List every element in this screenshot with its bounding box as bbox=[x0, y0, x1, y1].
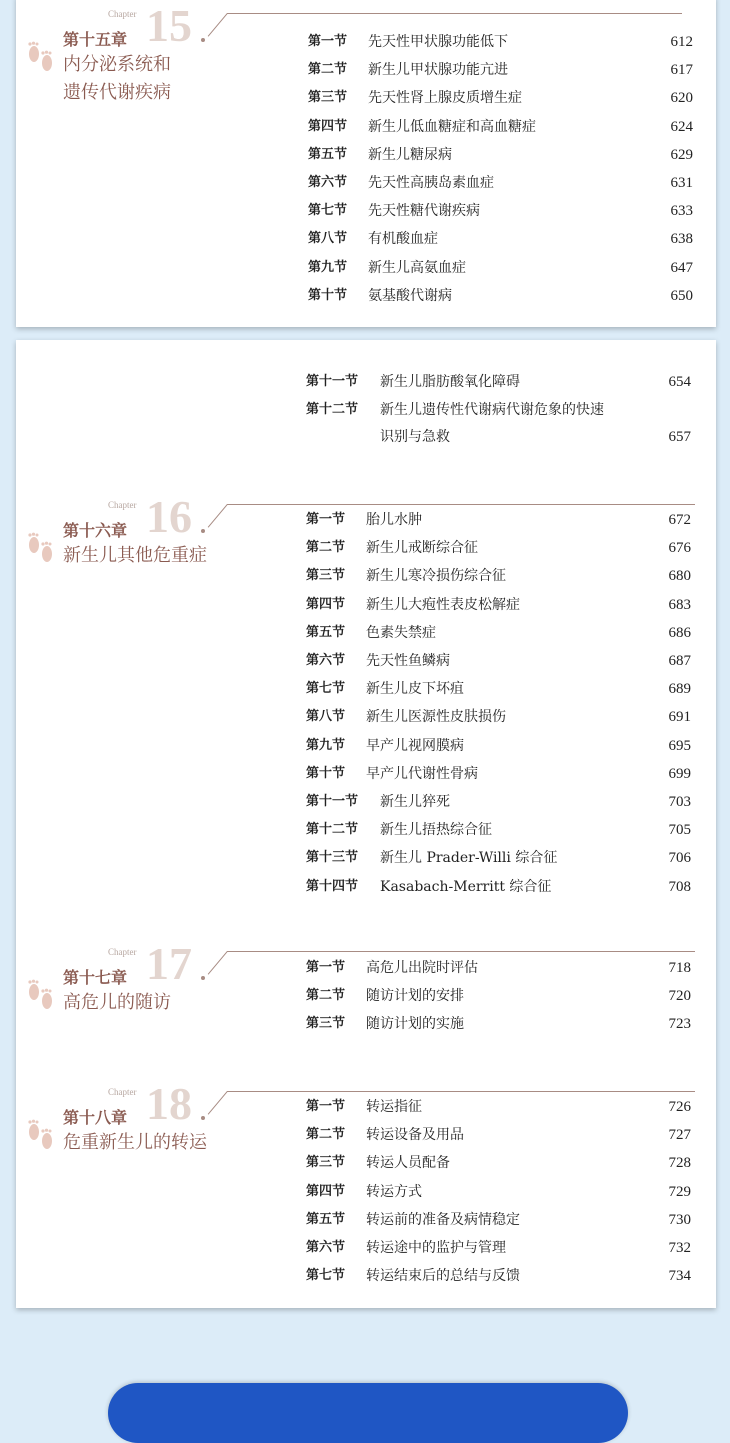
section-number: 第一节 bbox=[306, 1099, 346, 1114]
page-number: 699 bbox=[668, 765, 691, 782]
section-title: 新生儿大疱性表皮松解症 bbox=[366, 596, 520, 613]
section-title: 转运结束后的总结与反馈 bbox=[366, 1268, 520, 1285]
section-number: 第一节 bbox=[306, 512, 346, 527]
chapter-label: Chapter bbox=[108, 500, 137, 510]
baby-footprints-icon bbox=[24, 979, 58, 1013]
toc-entry[interactable] bbox=[306, 788, 691, 816]
toc-entry[interactable] bbox=[306, 1121, 691, 1149]
section-number: 第十三节 bbox=[306, 850, 359, 866]
toc-entry[interactable] bbox=[306, 562, 691, 590]
toc-entry[interactable] bbox=[306, 844, 691, 872]
baby-footprints-icon bbox=[24, 41, 58, 75]
page-number: 726 bbox=[668, 1099, 691, 1115]
toc-entry[interactable] bbox=[308, 28, 693, 56]
toc-entry[interactable] bbox=[306, 1093, 691, 1121]
section-title: 随访计划的实施 bbox=[366, 1016, 464, 1033]
section-title: 新生儿医源性皮肤损伤 bbox=[366, 709, 506, 726]
section-title: 色素失禁症 bbox=[366, 624, 436, 641]
chapter-rule-dot bbox=[201, 38, 205, 42]
section-number: 第五节 bbox=[306, 624, 346, 640]
chapter-number: 16 bbox=[146, 491, 192, 542]
page-number: 689 bbox=[668, 681, 691, 698]
section-title: Kasabach-Merritt 综合征 bbox=[380, 878, 552, 895]
section-title: 新生儿捂热综合征 bbox=[380, 822, 492, 839]
page-number: 633 bbox=[670, 203, 693, 220]
page-number: 730 bbox=[668, 1211, 691, 1228]
section-number: 第十二节 bbox=[306, 402, 359, 417]
page-number: 654 bbox=[668, 374, 691, 390]
toc-entry[interactable] bbox=[306, 732, 691, 760]
toc-entry[interactable] bbox=[308, 113, 693, 141]
toc-entry[interactable] bbox=[306, 1178, 691, 1206]
toc-entry[interactable] bbox=[306, 1206, 691, 1234]
section-number: 第九节 bbox=[306, 737, 346, 753]
chapter-heading: 第十七章 bbox=[63, 968, 128, 987]
section-number: 第六节 bbox=[306, 1240, 346, 1255]
toc-entry[interactable] bbox=[306, 396, 691, 424]
section-title: 转运指征 bbox=[366, 1099, 422, 1115]
chapter-number: 15 bbox=[146, 0, 192, 51]
section-title-line2: 识别与急救 bbox=[380, 429, 450, 445]
page-number: 691 bbox=[668, 709, 691, 726]
toc-entry[interactable] bbox=[306, 760, 691, 788]
page-number: 676 bbox=[668, 540, 691, 557]
chapter-rule-dot bbox=[201, 529, 205, 533]
chapter-rule-dot bbox=[201, 1116, 205, 1120]
page-number: 650 bbox=[670, 287, 693, 304]
page-number: 728 bbox=[668, 1155, 691, 1172]
section-title: 高危儿出院时评估 bbox=[366, 960, 478, 976]
page-number: 687 bbox=[668, 653, 691, 669]
toc-entry[interactable] bbox=[306, 534, 691, 562]
page-number: 647 bbox=[670, 259, 693, 276]
toc-entry[interactable] bbox=[306, 368, 691, 396]
section-title: 随访计划的安排 bbox=[366, 988, 464, 1005]
section-title: 转运方式 bbox=[366, 1183, 422, 1200]
chapter-number: 17 bbox=[146, 938, 192, 989]
toc-entry[interactable] bbox=[308, 169, 693, 197]
section-number: 第七节 bbox=[306, 1268, 346, 1284]
toc-entry[interactable] bbox=[306, 1010, 691, 1038]
section-number: 第四节 bbox=[306, 596, 346, 612]
section-number: 第六节 bbox=[308, 175, 348, 190]
toc-entry[interactable] bbox=[306, 619, 691, 647]
section-title: 新生儿 Prader-Willi 综合征 bbox=[380, 850, 558, 867]
toc-entry[interactable] bbox=[306, 675, 691, 703]
section-title: 胎儿水肿 bbox=[366, 512, 422, 528]
bottom-banner-button[interactable] bbox=[108, 1383, 628, 1443]
section-title: 新生儿低血糖症和高血糖症 bbox=[368, 118, 536, 135]
chapter-heading: 第十八章 bbox=[63, 1108, 128, 1127]
section-number: 第三节 bbox=[306, 1016, 346, 1032]
section-number: 第二节 bbox=[306, 540, 346, 556]
page-number: 695 bbox=[668, 737, 691, 754]
section-number: 第十节 bbox=[306, 765, 346, 781]
page-number: 683 bbox=[668, 596, 691, 613]
chapter-rule bbox=[227, 13, 682, 14]
chapter-title-line: 危重新生儿的转运 bbox=[63, 1132, 207, 1153]
chapter-rule bbox=[227, 504, 695, 505]
section-title: 新生儿寒冷损伤综合征 bbox=[366, 568, 506, 585]
page-number: 720 bbox=[668, 988, 691, 1005]
toc-entry[interactable] bbox=[306, 816, 691, 844]
page-number: 638 bbox=[670, 231, 693, 248]
section-title: 转运人员配备 bbox=[366, 1155, 450, 1172]
section-number: 第十一节 bbox=[306, 374, 359, 389]
toc-entry[interactable] bbox=[306, 1262, 691, 1290]
toc-card-2 bbox=[16, 340, 716, 1308]
section-title: 新生儿高氨血症 bbox=[368, 259, 466, 276]
chapter-heading: 第十六章 bbox=[63, 521, 128, 540]
section-title: 先天性甲状腺功能低下 bbox=[368, 34, 508, 50]
section-number: 第十二节 bbox=[306, 822, 359, 838]
chapter-heading: 第十五章 bbox=[63, 30, 128, 49]
page-number: 723 bbox=[668, 1016, 691, 1033]
chapter-rule bbox=[227, 951, 695, 952]
page-number: 703 bbox=[668, 794, 691, 810]
toc-entry[interactable] bbox=[308, 282, 693, 310]
toc-entry[interactable] bbox=[306, 1149, 691, 1177]
chapter-rule bbox=[227, 1091, 695, 1092]
section-title: 转运途中的监护与管理 bbox=[366, 1240, 506, 1256]
section-number: 第十一节 bbox=[306, 794, 359, 809]
toc-entry[interactable] bbox=[306, 591, 691, 619]
page-number: 620 bbox=[670, 90, 693, 107]
toc-entry[interactable] bbox=[306, 873, 691, 901]
section-title: 新生儿遗传性代谢病代谢危象的快速 bbox=[380, 402, 604, 418]
chapter-label: Chapter bbox=[108, 1087, 137, 1097]
toc-entry[interactable] bbox=[306, 982, 691, 1010]
page-number: 686 bbox=[668, 624, 691, 641]
page-number: 732 bbox=[668, 1240, 691, 1256]
toc-entry[interactable] bbox=[306, 1234, 691, 1262]
section-title: 早产儿代谢性骨病 bbox=[366, 765, 478, 782]
toc-entry-continued bbox=[306, 423, 691, 451]
baby-footprints-icon bbox=[24, 1119, 58, 1153]
section-number: 第十四节 bbox=[306, 878, 359, 894]
section-number: 第七节 bbox=[308, 203, 348, 219]
chapter-title-line: 高危儿的随访 bbox=[63, 992, 171, 1013]
section-number: 第三节 bbox=[306, 568, 346, 584]
section-number: 第七节 bbox=[306, 681, 346, 697]
chapter-number: 18 bbox=[146, 1078, 192, 1129]
section-title: 转运前的准备及病情稳定 bbox=[366, 1211, 520, 1228]
chapter-title-line: 遗传代谢疾病 bbox=[63, 82, 171, 103]
section-title: 先天性鱼鳞病 bbox=[366, 653, 450, 669]
page-number: 629 bbox=[670, 146, 693, 163]
toc-entry[interactable] bbox=[308, 254, 693, 282]
section-number: 第六节 bbox=[306, 653, 346, 668]
section-number: 第一节 bbox=[306, 960, 346, 975]
section-title: 新生儿糖尿病 bbox=[368, 146, 452, 163]
page-number: 657 bbox=[668, 429, 691, 445]
section-number: 第二节 bbox=[308, 62, 348, 78]
section-title: 新生儿猝死 bbox=[380, 794, 450, 810]
page-number: 672 bbox=[668, 512, 691, 528]
section-number: 第四节 bbox=[308, 118, 348, 134]
page-number: 631 bbox=[670, 175, 693, 191]
toc-entry[interactable] bbox=[308, 84, 693, 112]
chapter-rule-slash bbox=[208, 504, 228, 528]
section-title: 先天性高胰岛素血症 bbox=[368, 175, 494, 191]
section-number: 第三节 bbox=[308, 90, 348, 106]
section-title: 新生儿皮下坏疽 bbox=[366, 681, 464, 698]
section-title: 氨基酸代谢病 bbox=[368, 287, 452, 304]
page-number: 680 bbox=[668, 568, 691, 585]
page-number: 729 bbox=[668, 1183, 691, 1200]
chapter-rule-slash bbox=[208, 13, 228, 37]
section-number: 第五节 bbox=[306, 1211, 346, 1227]
toc-entry[interactable] bbox=[308, 141, 693, 169]
section-number: 第八节 bbox=[306, 709, 346, 725]
page-number: 727 bbox=[668, 1127, 691, 1144]
page-number: 718 bbox=[668, 960, 691, 976]
toc-entry[interactable] bbox=[308, 197, 693, 225]
toc-entry[interactable] bbox=[306, 954, 691, 982]
section-number: 第五节 bbox=[308, 146, 348, 162]
toc-entry[interactable] bbox=[308, 56, 693, 84]
chapter-label: Chapter bbox=[108, 947, 137, 957]
section-number: 第三节 bbox=[306, 1155, 346, 1171]
toc-entry[interactable] bbox=[306, 506, 691, 534]
section-number: 第一节 bbox=[308, 34, 348, 49]
page-number: 624 bbox=[670, 118, 693, 135]
toc-entry[interactable] bbox=[308, 225, 693, 253]
chapter-title-line: 新生儿其他危重症 bbox=[63, 545, 207, 566]
section-title: 有机酸血症 bbox=[368, 231, 438, 248]
chapter-rule-dot bbox=[201, 976, 205, 980]
page-number: 617 bbox=[670, 62, 693, 79]
section-number: 第九节 bbox=[308, 259, 348, 275]
section-number: 第四节 bbox=[306, 1183, 346, 1199]
toc-card-1 bbox=[16, 0, 716, 327]
page-number: 612 bbox=[670, 34, 693, 50]
section-number: 第八节 bbox=[308, 231, 348, 247]
page-number: 705 bbox=[668, 822, 691, 839]
section-number: 第十节 bbox=[308, 287, 348, 303]
section-title: 新生儿甲状腺功能亢进 bbox=[368, 62, 508, 79]
chapter-title-line: 内分泌系统和 bbox=[63, 54, 171, 75]
section-title: 先天性肾上腺皮质增生症 bbox=[368, 90, 522, 107]
section-title: 新生儿脂肪酸氧化障碍 bbox=[380, 374, 520, 390]
toc-entry[interactable] bbox=[306, 647, 691, 675]
toc-entry[interactable] bbox=[306, 703, 691, 731]
chapter-rule-slash bbox=[208, 1091, 228, 1115]
chapter-rule-slash bbox=[208, 951, 228, 975]
baby-footprints-icon bbox=[24, 532, 58, 566]
section-title: 早产儿视网膜病 bbox=[366, 737, 464, 754]
page-number: 708 bbox=[668, 878, 691, 895]
section-number: 第二节 bbox=[306, 988, 346, 1004]
section-number: 第二节 bbox=[306, 1127, 346, 1143]
page-number: 706 bbox=[668, 850, 691, 867]
chapter-label: Chapter bbox=[108, 9, 137, 19]
section-title: 先天性糖代谢疾病 bbox=[368, 203, 480, 220]
section-title: 转运设备及用品 bbox=[366, 1127, 464, 1144]
page-number: 734 bbox=[668, 1268, 691, 1285]
section-title: 新生儿戒断综合征 bbox=[366, 540, 478, 557]
